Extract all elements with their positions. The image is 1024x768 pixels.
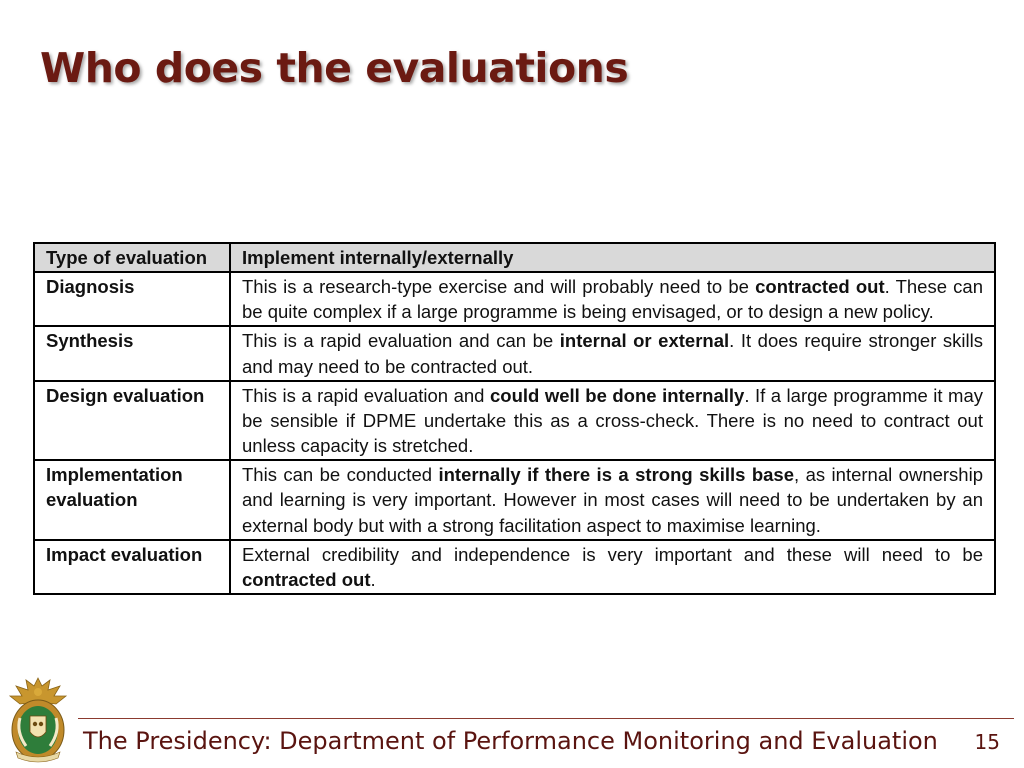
coat-of-arms-icon	[2, 672, 74, 764]
description-text: .	[370, 568, 376, 590]
implementation-description-cell	[230, 272, 995, 326]
table-row	[34, 326, 995, 380]
description-text: This is a rapid evaluation and can be	[242, 330, 560, 352]
column-header-type: Type of evaluation	[34, 243, 230, 272]
table-header-row	[34, 243, 995, 272]
evaluation-type-cell: Impact evaluation	[34, 540, 230, 594]
implementation-description-cell	[230, 540, 995, 594]
evaluation-type-cell: Diagnosis	[34, 272, 230, 326]
evaluation-type-cell: Synthesis	[34, 326, 230, 380]
evaluation-type-cell: Implementation evaluation	[34, 460, 230, 539]
table-row	[34, 381, 995, 460]
emphasis-text: contracted out	[242, 568, 371, 590]
description-text: , as internal ownership and learning is very important. However in most cases will need to be undertaken by an external body but with a strong facilitation aspect to maximise learning.	[242, 464, 983, 536]
page-number: 15	[974, 730, 1000, 754]
footer-divider	[78, 718, 1014, 719]
emphasis-text: internal or external	[559, 330, 730, 352]
table-body	[34, 272, 995, 594]
table-row	[34, 272, 995, 326]
description-text: . It does require stronger skills and may need to be contracted out.	[242, 330, 983, 377]
description-text: This can be conducted	[242, 464, 439, 486]
evaluation-type-cell: Design evaluation	[34, 381, 230, 460]
emphasis-text: internally if there is a strong skills base	[438, 464, 795, 486]
emphasis-text: contracted out	[755, 276, 885, 298]
description-text: This is a rapid evaluation and	[242, 384, 490, 406]
table-row	[34, 540, 995, 594]
footer-text: The Presidency: Department of Performance Monitoring and Evaluation	[83, 727, 938, 755]
implementation-description-cell	[230, 460, 995, 539]
implementation-description-cell	[230, 326, 995, 380]
implementation-description-cell	[230, 381, 995, 460]
description-text: . If a large programme it may be sensible if DPME undertake this as a cross-check. There is no need to contract out unless capacity is stretched.	[242, 384, 983, 457]
evaluation-table	[33, 242, 996, 595]
description-text: . These can be quite complex if a large programme is being envisaged, or to design a new policy.	[242, 276, 984, 323]
column-header-implement: Implement internally/externally	[230, 243, 995, 272]
description-text: External credibility and independence is very important and these will need to be	[242, 543, 983, 565]
description-text: This is a research-type exercise and will probably need to be	[242, 276, 756, 298]
table-row	[34, 460, 995, 539]
emphasis-text: could well be done internally	[489, 384, 745, 406]
slide-title: Who does the evaluations	[40, 44, 629, 92]
